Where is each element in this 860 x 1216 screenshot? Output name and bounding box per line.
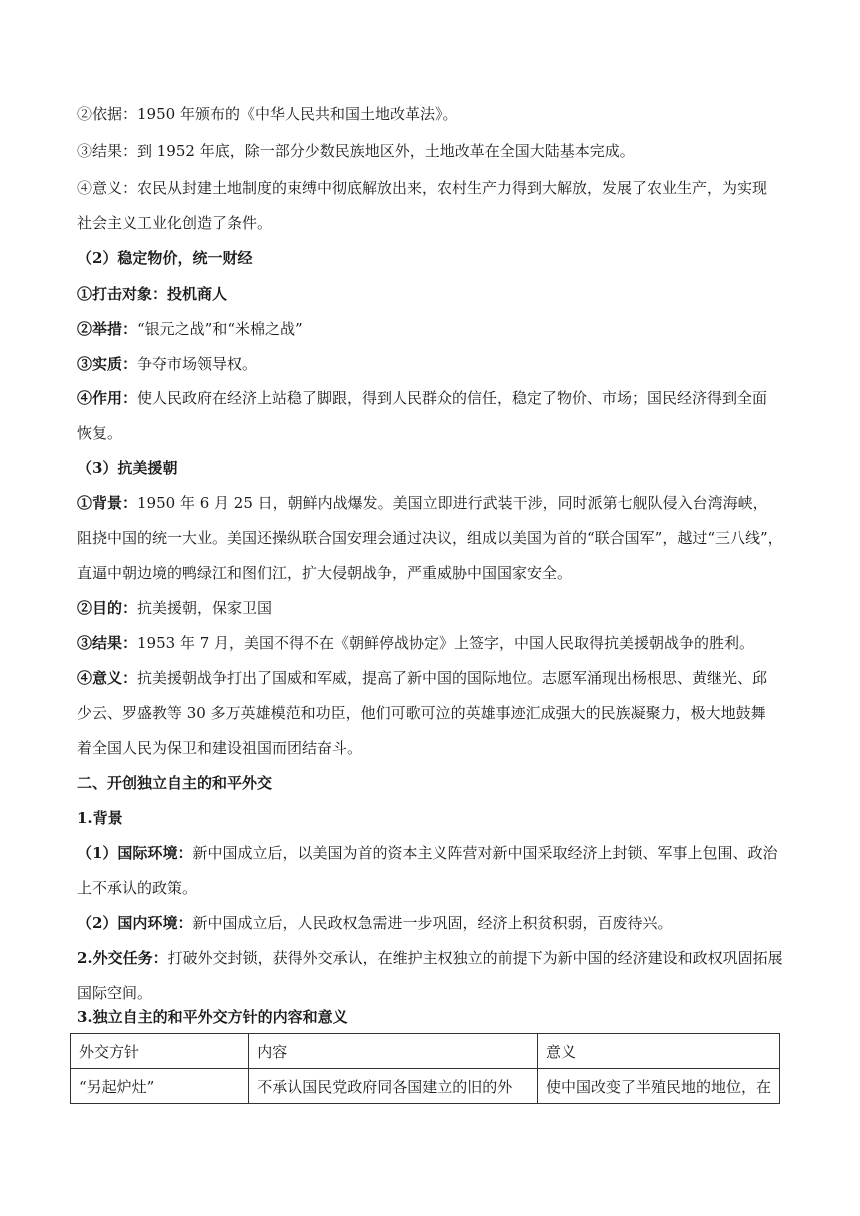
paragraph-line: 上不承认的政策。	[77, 879, 198, 897]
label: ②目的：	[77, 599, 138, 617]
label: （1）国际环境：	[77, 844, 193, 862]
paragraph-line	[77, 948, 797, 968]
table-header-cell: 意义	[537, 1034, 779, 1069]
paragraph-line	[77, 668, 797, 688]
table-cell: 使中国改变了半殖民地的地位，在	[537, 1069, 779, 1104]
paragraph-line: 恢复。	[77, 424, 123, 442]
table-cell: 不承认国民党政府同各国建立的旧的外	[249, 1069, 538, 1104]
label: （2）国内环境：	[77, 914, 193, 932]
paragraph-line: 社会主义工业化创造了条件。	[77, 214, 273, 232]
section-heading: （3）抗美援朝	[77, 459, 178, 477]
paragraph-line	[77, 598, 797, 618]
paragraph-line: 着全国人民为保卫和建设祖国而团结奋斗。	[77, 739, 363, 757]
label: 2.外交任务：	[77, 949, 168, 967]
text: 1950 年 6 月 25 日，朝鲜内战爆发。美国立即进行武装干涉，同时派第七舰队侵入台湾海峡，	[137, 494, 768, 512]
label: ④作用：	[77, 389, 138, 407]
section-heading: 二、开创独立自主的和平外交	[77, 774, 273, 792]
paragraph-line	[77, 913, 797, 933]
section-heading: （2）稳定物价，统一财经	[77, 249, 253, 267]
paragraph-line	[77, 388, 797, 408]
paragraph-line: ①打击对象：投机商人	[77, 285, 228, 303]
paragraph-line: 少云、罗盛教等 30 多万英雄模范和功臣，他们可歌可泣的英雄事迹汇成强大的民族凝聚力，极大地鼓舞	[77, 704, 766, 722]
text: “银元之战”和“米棉之战”	[137, 320, 303, 338]
paragraph-line: ②依据：1950 年颁布的《中华人民共和国土地改革法》。	[77, 105, 458, 123]
paragraph-line: 直逼中朝边境的鸭绿江和图们江，扩大侵朝战争，严重威胁中国国家安全。	[77, 564, 573, 582]
text: 使人民政府在经济上站稳了脚跟，得到人民群众的信任，稳定了物价、市场；国民经济得到全面	[137, 389, 768, 407]
paragraph-line	[77, 493, 797, 513]
label: ②举措：	[77, 320, 138, 338]
table-header-cell: 外交方针	[71, 1034, 249, 1069]
paragraph-line: 阻挠中国的统一大业。美国还操纵联合国安理会通过决议，组成以美国为首的“联合国军”，越过“三八线”，	[77, 529, 783, 547]
text: 争夺市场领导权。	[137, 355, 258, 373]
text: 打破外交封锁，获得外交承认，在维护主权独立的前提下为新中国的经济建设和政权巩固拓展	[167, 949, 783, 967]
paragraph-line: ④意义：农民从封建土地制度的束缚中彻底解放出来，农村生产力得到大解放，发展了农业生产，为实现	[77, 179, 768, 197]
table-cell: “另起炉灶”	[71, 1069, 249, 1104]
paragraph-line	[77, 354, 797, 374]
paragraph-line	[77, 843, 797, 863]
text: 1953 年 7 月，美国不得不在《朝鲜停战协定》上签字，中国人民取得抗美援朝战争的胜利。	[137, 634, 755, 652]
text: 新中国成立后，以美国为首的资本主义阵营对新中国采取经济上封锁、军事上包围、政治	[192, 844, 778, 862]
text: 抗美援朝战争打出了国威和军威，提高了新中国的国际地位。志愿军涌现出杨根思、黄继光、邱	[137, 669, 768, 687]
table-header-cell: 内容	[249, 1034, 538, 1069]
table-header-row	[71, 1034, 780, 1069]
diplomacy-policy-table	[70, 1033, 780, 1104]
paragraph-line: ③结果：到 1952 年底，除一部分少数民族地区外，土地改革在全国大陆基本完成。	[77, 142, 635, 160]
text: 新中国成立后，人民政权急需进一步巩固，经济上积贫积弱，百废待兴。	[192, 914, 673, 932]
section-heading: 3.独立自主的和平外交方针的内容和意义	[77, 1008, 348, 1026]
label: ①背景：	[77, 494, 138, 512]
paragraph-line: 国际空间。	[77, 984, 153, 1002]
text: 抗美援朝，保家卫国	[137, 599, 273, 617]
paragraph-line	[77, 319, 797, 339]
paragraph-line	[77, 633, 797, 653]
table-row	[71, 1069, 780, 1104]
label: ③实质：	[77, 355, 138, 373]
label: ④意义：	[77, 669, 138, 687]
label: ③结果：	[77, 634, 138, 652]
section-heading: 1.背景	[77, 809, 123, 827]
